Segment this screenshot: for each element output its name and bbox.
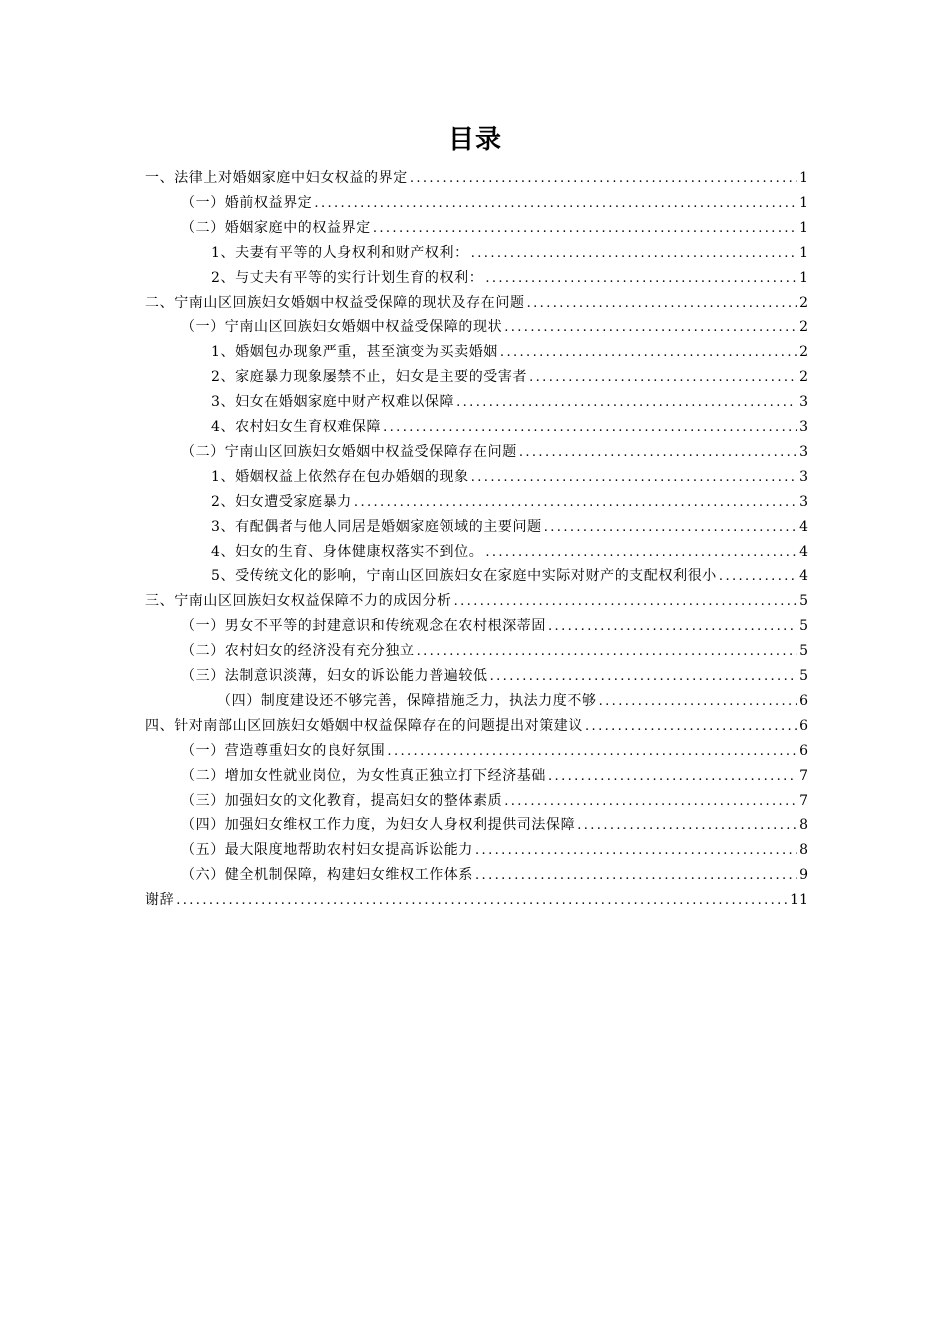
toc-leader-dots [585,715,797,739]
toc-entry[interactable] [181,813,808,837]
toc-entry[interactable] [211,241,808,265]
toc-entry[interactable] [211,266,808,290]
toc-entry[interactable] [181,440,808,464]
toc-entry[interactable] [181,216,808,240]
toc-entry-page-number: 8 [799,842,808,858]
toc-entry[interactable] [181,739,808,763]
toc-entry-title: （一）婚前权益界定 [181,195,313,211]
toc-entry-title: 一、法律上对婚姻家庭中妇女权益的界定 [145,170,408,186]
toc-leader-dots [475,864,797,888]
toc-leader-dots [176,889,788,913]
toc-entry[interactable] [211,340,808,364]
toc-entry-page-number: 11 [790,892,808,908]
toc-entry-title: （一）营造尊重妇女的良好氛围 [181,743,386,759]
toc-entry-page-number: 1 [799,170,808,186]
toc-entry-page-number: 3 [799,494,808,510]
toc-entry-title: 4、妇女的生育、身体健康权落实不到位。 [211,544,484,560]
toc-entry-title: （六）健全机制保障，构建妇女维权工作体系 [181,867,473,883]
toc-entry[interactable] [211,465,808,489]
toc-leader-dots [314,192,797,216]
toc-entry[interactable] [217,689,808,713]
toc-entry-page-number: 5 [799,643,808,659]
toc-leader-dots [373,217,797,241]
toc-leader-dots [577,814,797,838]
toc-entry-title: （二）宁南山区回族妇女婚姻中权益受保障存在问题 [181,444,517,460]
toc-entry-page-number: 3 [799,394,808,410]
toc-entry-page-number: 6 [799,743,808,759]
toc-leader-dots [544,516,797,540]
toc-entry[interactable] [145,714,808,738]
toc-entry-title: 2、家庭暴力现象屡禁不止，妇女是主要的受害者 [211,369,528,385]
toc-entry-page-number: 5 [799,668,808,684]
toc-leader-dots [548,765,797,789]
toc-entry-title: （四）制度建设还不够完善，保障措施乏力，执法力度不够 [217,693,597,709]
toc-entry-page-number: 3 [799,419,808,435]
toc-entry-page-number: 2 [799,319,808,335]
toc-entry[interactable] [145,291,808,315]
toc-entry-title: （二）增加女性就业岗位，为女性真正独立打下经济基础 [181,768,546,784]
toc-leader-dots [354,491,797,515]
toc-entry-title: 3、妇女在婚姻家庭中财产权难以保障 [211,394,455,410]
toc-entry-page-number: 1 [799,270,808,286]
toc-entry[interactable] [211,365,808,389]
toc-entry-title: 谢辞 [145,892,175,908]
toc-leader-dots [529,366,797,390]
toc-entry-title: （一）男女不平等的封建意识和传统观念在农村根深蒂固 [181,618,546,634]
toc-entry-title: （三）加强妇女的文化教育，提高妇女的整体素质 [181,793,503,809]
toc-entry-title: 二、宁南山区回族妇女婚姻中权益受保障的现状及存在问题 [145,295,525,311]
toc-entry[interactable] [211,415,808,439]
toc-entry-page-number: 3 [799,469,808,485]
toc-entry-page-number: 1 [799,220,808,236]
toc-leader-dots [387,740,797,764]
toc-leader-dots [417,640,797,664]
toc-leader-dots [500,341,797,365]
toc-leader-dots [410,167,797,191]
toc-leader-dots [475,839,797,863]
toc-entry-page-number: 8 [799,817,808,833]
toc-entry[interactable] [145,166,808,190]
toc-leader-dots [504,316,797,340]
toc-entry-page-number: 2 [799,344,808,360]
toc-entry-title: （四）加强妇女维权工作力度，为妇女人身权利提供司法保障 [181,817,576,833]
toc-entry-page-number: 1 [799,195,808,211]
toc-entry-page-number: 4 [799,519,808,535]
toc-entry[interactable] [181,639,808,663]
toc-entry[interactable] [145,589,808,613]
toc-leader-dots [471,466,797,490]
toc-leader-dots [454,590,797,614]
toc-entry[interactable] [181,315,808,339]
toc-entry[interactable] [211,515,808,539]
toc-entry-page-number: 2 [799,295,808,311]
toc-entry[interactable] [181,191,808,215]
toc-entry[interactable] [211,390,808,414]
toc-entry-title: 3、有配偶者与他人同居是婚姻家庭领域的主要问题 [211,519,542,535]
toc-entry-page-number: 4 [799,568,808,584]
toc-entry-title: （五）最大限度地帮助农村妇女提高诉讼能力 [181,842,473,858]
toc-entry-page-number: 2 [799,369,808,385]
toc-entry-title: 1、婚姻包办现象严重，甚至演变为买卖婚姻 [211,344,498,360]
toc-entry-title: 2、妇女遭受家庭暴力 [211,494,352,510]
toc-entry-title: 2、与丈夫有平等的实行计划生育的权利： [211,270,484,286]
toc-entry[interactable] [181,789,808,813]
toc-leader-dots [599,690,797,714]
toc-leader-dots [519,441,797,465]
toc-leader-dots [504,790,797,814]
toc-entry[interactable] [181,863,808,887]
toc-entry[interactable] [181,764,808,788]
toc-entry-title: 5、受传统文化的影响，宁南山区回族妇女在家庭中实际对财产的支配权利很小 [211,568,717,584]
toc-leader-dots [485,541,797,565]
toc-entry[interactable] [211,540,808,564]
toc-entry-title: （二）婚姻家庭中的权益界定 [181,220,371,236]
toc-leader-dots [490,665,797,689]
toc-entry-title: 四、针对南部山区回族妇女婚姻中权益保障存在的问题提出对策建议 [145,718,583,734]
toc-entry-page-number: 6 [799,693,808,709]
toc-entry-page-number: 5 [799,618,808,634]
toc-entry-page-number: 3 [799,444,808,460]
toc-entry-title: （三）法制意识淡薄，妇女的诉讼能力普遍较低 [181,668,488,684]
toc-entry-title: （一）宁南山区回族妇女婚姻中权益受保障的现状 [181,319,503,335]
toc-entry[interactable] [211,564,808,588]
page-title: 目录 [447,125,502,155]
toc-entry-page-number: 5 [799,593,808,609]
toc-entry[interactable] [145,888,808,912]
toc-leader-dots [719,565,797,589]
toc-entry-page-number: 1 [799,245,808,261]
toc-entry[interactable] [181,838,808,862]
toc-entry[interactable] [211,490,808,514]
toc-entry-title: 1、夫妻有平等的人身权利和财产权利： [211,245,469,261]
toc-entry[interactable] [181,664,808,688]
toc-leader-dots [527,292,797,316]
toc-entry-page-number: 6 [799,718,808,734]
toc-entry-page-number: 7 [799,768,808,784]
toc-entry-page-number: 4 [799,544,808,560]
toc-leader-dots [548,615,797,639]
toc-leader-dots [383,416,797,440]
toc-entry-title: （二）农村妇女的经济没有充分独立 [181,643,415,659]
toc-entry-page-number: 9 [799,867,808,883]
toc-entry-page-number: 7 [799,793,808,809]
toc-entry-title: 4、农村妇女生育权难保障 [211,419,382,435]
toc-entry[interactable] [181,614,808,638]
toc-entry-title: 1、婚姻权益上依然存在包办婚姻的现象 [211,469,469,485]
toc-leader-dots [456,391,797,415]
toc-leader-dots [471,242,797,266]
toc-leader-dots [485,267,797,291]
toc-entry-title: 三、宁南山区回族妇女权益保障不力的成因分析 [145,593,452,609]
